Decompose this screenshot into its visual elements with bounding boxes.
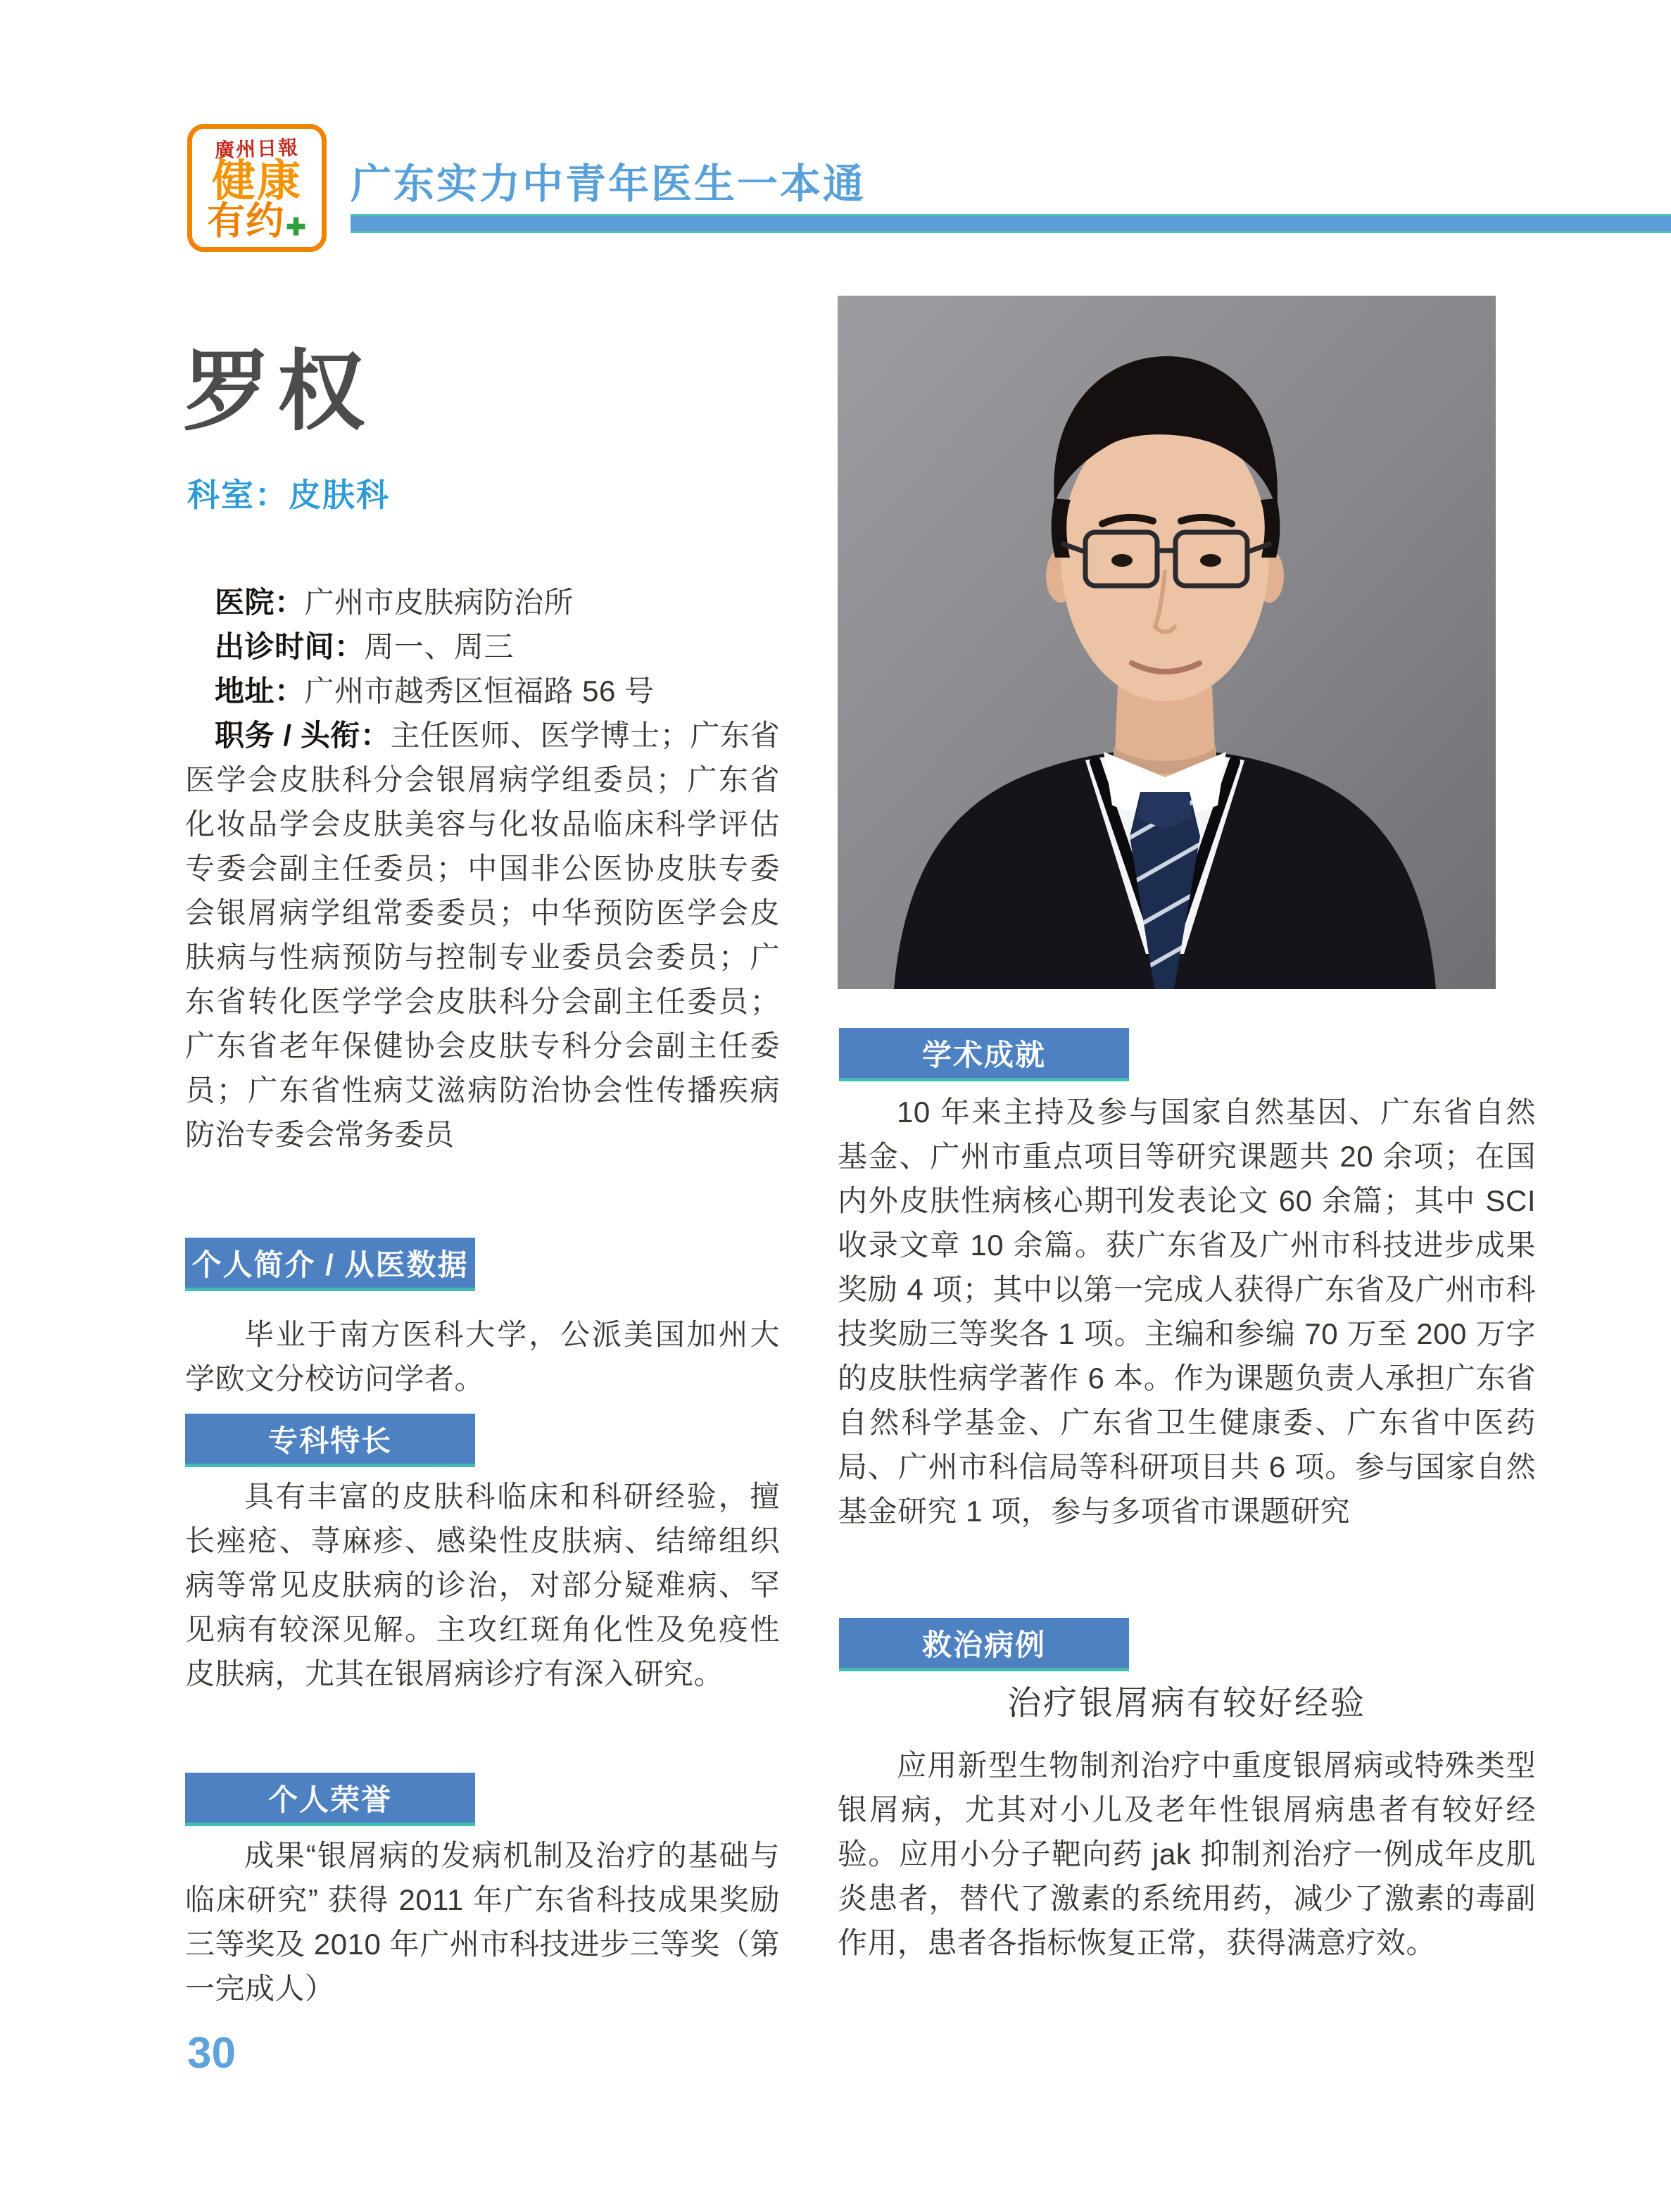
- section-body-profile: 毕业于南方医科大学，公派美国加州大学欧文分校访问学者。: [185, 1318, 780, 1395]
- series-title: 广东实力中青年医生一本通: [351, 161, 866, 207]
- department-label: 科室：皮肤科: [187, 477, 390, 513]
- header-divider-bar: [351, 214, 1671, 233]
- section-title-specialty: 专科特长: [185, 1414, 475, 1467]
- section-body-academic: 10 年来主持及参与国家自然基因、广东省自然基金、广州市重点项目等研究课题共 20 余项；在国内外皮肤性病核心期刊发表论文 60 余篇；其中 SCI 收录文章 10 余篇。获广东省及广州市科技进步成果奖励 4 项；其中以第一完成人获得广东省及广州市科技奖励三等奖各 1 项。主编和参编 70 万至 200 万字的皮肤性病学著作 6 本。作为课题负责人承担广东省自然科学基金、广东省卫生健康委、广东省中医药局、广州市科信局等科研项目共 6 项。参与国家自然基金研究 1 项，参与多项省市课题研究: [838, 1095, 1536, 1528]
- info-schedule-value: 周一、周三: [364, 630, 515, 663]
- info-address-value: 广州市越秀区恒福路 56 号: [304, 674, 655, 708]
- info-address-label: 地址：: [215, 674, 305, 708]
- info-titles-label: 职务 / 头衔：: [215, 719, 391, 752]
- section-body-specialty: 具有丰富的皮肤科临床和科研经验，擅长痤疮、荨麻疹、感染性皮肤病、结缔组织病等常见皮肤病的诊治，对部分疑难病、罕见病有较深见解。主攻红斑角化性及免疫性皮肤病，尤其在银屑病诊疗有深入研究。: [185, 1480, 780, 1690]
- section-body-cases: 应用新型生物制剂治疗中重度银屑病或特殊类型银屑病，尤其对小儿及老年性银屑病患者有较好经验。应用小分子靶向药 jak 抑制剂治疗一例成年皮肌炎患者，替代了激素的系统用药，减少了激素的毒副作用，患者各指标恢复正常，获得满意疗效。: [838, 1749, 1536, 1959]
- section-title-honors: 个人荣誉: [185, 1773, 475, 1826]
- doctor-name: 罗权: [183, 344, 372, 441]
- section-title-cases: 救治病例: [839, 1618, 1129, 1671]
- medical-plus-icon: ✚: [286, 214, 307, 241]
- section-body-honors: 成果“银屑病的发病机制及治疗的基础与临床研究” 获得 2011 年广东省科技成果奖励三等奖及 2010 年广州市科技进步三等奖（第一完成人）: [185, 1839, 780, 2005]
- info-titles: [185, 713, 780, 1157]
- info-hospital-value: 广州市皮肤病防治所: [304, 586, 574, 619]
- doctor-info-block: [185, 580, 780, 1157]
- info-titles-value: 主任医师、医学博士；广东省医学会皮肤科分会银屑病学组委员；广东省化妆品学会皮肤美容与化妆品临床科学评估专委会副主任委员；中国非公医协皮肤专委会银屑病学组常委委员；中华预防医学会皮肤病与性病预防与控制专业委员会委员；广东省转化医学学会皮肤科分会副主任委员；广东省老年保健协会皮肤专科分会副主任委员；广东省性病艾滋病防治协会性传播疾病防治专委会常务委员: [185, 719, 780, 1151]
- logo-appointment-text: 有约: [207, 200, 285, 242]
- logo-health-text: 健康: [211, 157, 302, 206]
- section-title-profile: 个人简介 / 从医数据: [185, 1238, 475, 1291]
- info-address: [185, 669, 780, 713]
- info-schedule-label: 出诊时间：: [215, 630, 365, 663]
- section-subtitle-cases: 治疗银屑病有较好经验: [1007, 1685, 1366, 1722]
- section-title-academic: 学术成就: [839, 1028, 1129, 1081]
- page-number: 30: [187, 2029, 236, 2078]
- newspaper-logo: [187, 124, 327, 252]
- info-hospital-label: 医院：: [215, 586, 305, 619]
- doctor-portrait-photo: [838, 296, 1496, 989]
- info-schedule: [185, 624, 780, 669]
- logo-newspaper-name: 廣州日報: [214, 136, 300, 162]
- info-hospital: [185, 580, 780, 624]
